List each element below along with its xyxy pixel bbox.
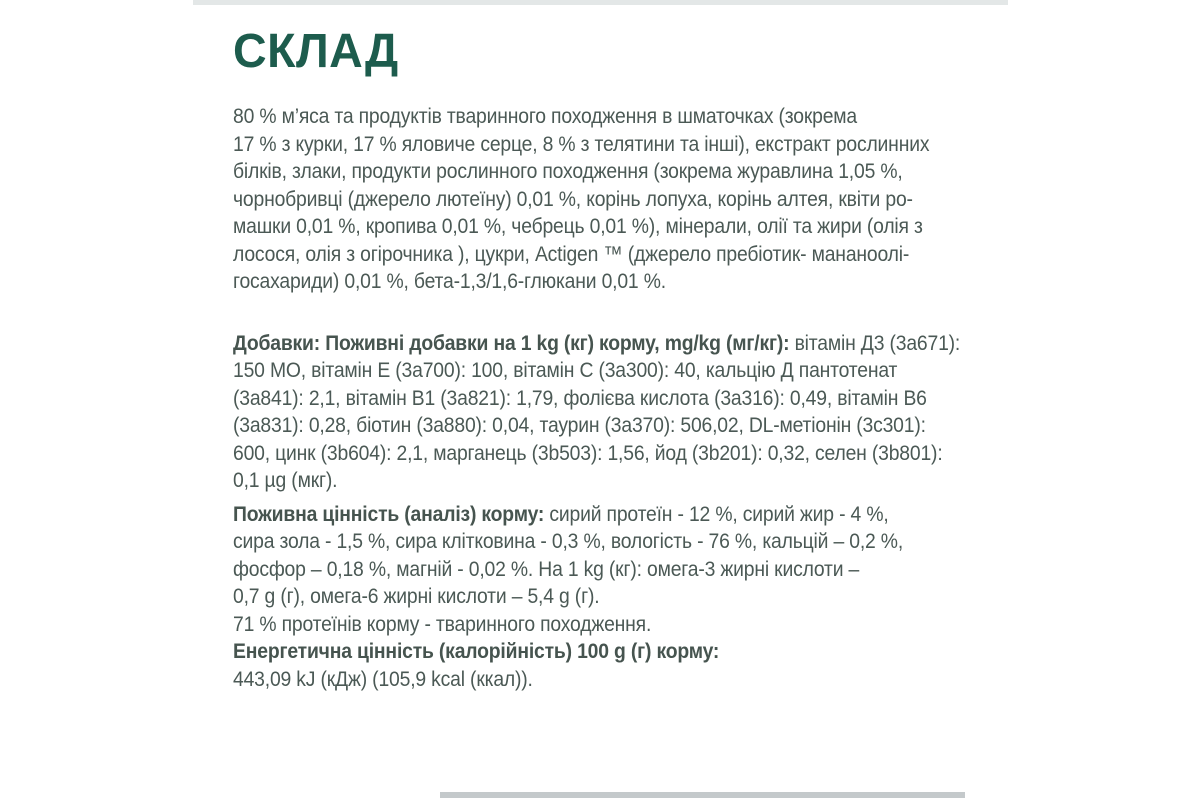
composition-line: госахариди) 0,01 %, бета-1,3/1,6-глюкани 0,01 %. [233, 269, 666, 293]
nutrition-lead-rest: сирий протеїн - 12 %, сирий жир - 4 %, [544, 501, 889, 526]
additives-lead-line [233, 330, 961, 358]
additives-line: 150 МО, вітамін Е (3а700): 100, вітамін С (3а300): 40, кальцію Д пантотенат [233, 358, 898, 382]
composition-line: 17 % з курки, 17 % яловиче серце, 8 % з телятини та інші), екстракт рослинних [233, 131, 930, 156]
nutrition-line: 0,7 g (г), омега-6 жирні кислоти – 5,4 g (г). [233, 584, 600, 608]
energy-heading-line [233, 638, 899, 666]
additives-line: 600, цинк (3b604): 2,1, марганець (3b503): 1,56, йод (3b201): 0,32, селен (3b801): [233, 440, 943, 465]
image-bottom-edge-strip [440, 792, 965, 798]
additives-line: 0,1 µg (мкг). [233, 468, 338, 492]
composition-paragraph [233, 103, 973, 296]
additives-line: (3а841): 2,1, вітамін В1 (3а821): 1,79, фолієва кислота (3а316): 0,49, вітамін В6 [233, 385, 927, 410]
additives-paragraph [233, 330, 973, 495]
nutrition-heading: Поживна цінність (аналіз) корму: [233, 501, 545, 526]
label-content [233, 25, 973, 693]
protein-origin-line: 71 % протеїнів корму - тваринного походження. [233, 611, 652, 636]
composition-line: 80 % м’яса та продуктів тваринного походження в шматочках (зокрема [233, 104, 858, 128]
composition-line: лосося, олія з огірочника ), цукри, Actigen ™ (джерело пребіотик- мананоолі- [233, 241, 910, 266]
additives-lead-rest: вітамін Д3 (3а671): [789, 330, 961, 355]
additives-heading: Добавки: Поживні добавки на 1 kg (кг) корму, mg/kg (мг/кг): [233, 330, 790, 355]
energy-heading: Енергетична цінність (калорійність) 100 g (г) корму: [233, 639, 720, 663]
composition-line: чорнобривці (джерело лютеїну) 0,01 %, корінь лопуха, корінь алтея, квіти ро- [233, 186, 913, 211]
image-top-edge-strip [193, 0, 1008, 5]
composition-line: машки 0,01 %, кропива 0,01 %, чебрець 0,01 %), мінерали, олії та жири (олія з [233, 214, 923, 238]
nutrition-lead-line [233, 501, 899, 529]
additives-line: (3а831): 0,28, біотин (3а880): 0,04, таурин (3а370): 506,02, DL-метіонін (3с301): [233, 413, 926, 437]
nutrition-line: сира зола - 1,5 %, сира клітковина - 0,3 %, вологість - 76 %, кальцій – 0,2 %, [233, 529, 904, 553]
page-title: СКЛАД [233, 25, 399, 78]
energy-value-line: 443,09 kJ (кДж) (105,9 kcal (ккал)). [233, 666, 533, 691]
composition-line: білків, злаки, продукти рослинного походження (зокрема журавлина 1,05 %, [233, 159, 903, 183]
nutrition-line: фосфор – 0,18 %, магній - 0,02 %. На 1 kg (кг): омега-3 жирні кислоти – [233, 556, 860, 581]
nutrition-paragraph [233, 501, 973, 694]
